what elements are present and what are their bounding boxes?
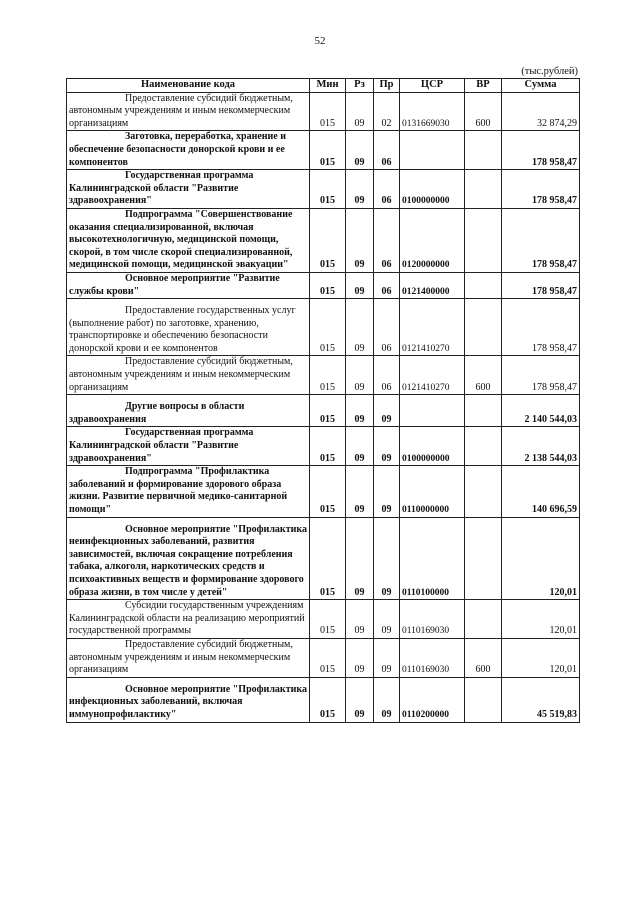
row-rz: 09 [346,208,374,272]
row-min: 015 [310,517,346,600]
row-vr [465,299,502,356]
row-pr: 06 [374,356,400,395]
row-csr: 0110200000 [400,677,465,722]
row-rz: 09 [346,395,374,427]
row-vr [465,466,502,517]
row-vr [465,677,502,722]
row-rz: 09 [346,170,374,209]
header-row [67,79,580,93]
row-vr: 600 [465,638,502,677]
budget-table [66,78,580,723]
row-pr: 09 [374,517,400,600]
row-rz: 09 [346,638,374,677]
row-vr [465,517,502,600]
row-pr: 02 [374,92,400,131]
row-rz: 09 [346,356,374,395]
row-vr [465,395,502,427]
row-csr: 0131669030 [400,92,465,131]
row-min: 015 [310,600,346,639]
row-pr: 09 [374,466,400,517]
row-pr: 09 [374,427,400,466]
row-min: 015 [310,356,346,395]
row-sum: 178 958,47 [502,356,580,395]
row-pr: 06 [374,272,400,298]
table-row [67,272,580,298]
row-name: Предоставление субсидий бюджетным, автономным учреждениям и иным некоммерческим организациям [67,638,310,677]
row-sum: 2 140 544,03 [502,395,580,427]
row-sum: 120,01 [502,600,580,639]
row-sum: 32 874,29 [502,92,580,131]
header-csr: ЦСР [400,79,465,93]
row-pr: 09 [374,677,400,722]
row-csr: 0100000000 [400,427,465,466]
row-vr [465,600,502,639]
row-csr: 0100000000 [400,170,465,209]
row-min: 015 [310,677,346,722]
row-name: Основное мероприятие "Профилактика инфекционных заболеваний, включая иммунопрофилактику" [67,677,310,722]
row-csr: 0121410270 [400,299,465,356]
header-rz: Рз [346,79,374,93]
row-csr: 0120000000 [400,208,465,272]
table-row [67,395,580,427]
row-sum: 178 958,47 [502,272,580,298]
row-name: Государственная программа Калининградской области "Развитие здравоохранения" [67,170,310,209]
units-label: (тыс.рублей) [521,66,578,77]
row-sum: 120,01 [502,517,580,600]
row-sum: 2 138 544,03 [502,427,580,466]
row-min: 015 [310,92,346,131]
row-min: 015 [310,466,346,517]
row-vr [465,170,502,209]
row-pr: 06 [374,131,400,170]
row-min: 015 [310,638,346,677]
row-vr: 600 [465,356,502,395]
header-name: Наименование кода [67,79,310,93]
row-sum: 178 958,47 [502,299,580,356]
row-name: Основное мероприятие "Развитие службы крови" [67,272,310,298]
row-csr: 0121400000 [400,272,465,298]
row-pr: 09 [374,395,400,427]
row-min: 015 [310,427,346,466]
table-row [67,131,580,170]
row-name: Предоставление государственных услуг (выполнение работ) по заготовке, хранению, транспортировке и обеспечению безопасности донорской крови и ее компонентов [67,299,310,356]
row-min: 015 [310,272,346,298]
row-rz: 09 [346,517,374,600]
row-sum: 120,01 [502,638,580,677]
row-csr: 0110000000 [400,466,465,517]
row-rz: 09 [346,299,374,356]
table-row [67,92,580,131]
row-csr: 0110100000 [400,517,465,600]
row-name: Основное мероприятие "Профилактика неинфекционных заболеваний, развития зависимостей, включая сокращение потребления табака, алкоголя, наркотических средств и психоактивных веществ и формирование здорового образа жизни, в том числе у детей" [67,517,310,600]
table-row [67,638,580,677]
row-name: Предоставление субсидий бюджетным, автономным учреждениям и иным некоммерческим организациям [67,92,310,131]
row-rz: 09 [346,466,374,517]
row-sum: 178 958,47 [502,170,580,209]
row-csr: 0110169030 [400,638,465,677]
header-sum: Сумма [502,79,580,93]
row-sum: 140 696,59 [502,466,580,517]
table-row [67,356,580,395]
row-rz: 09 [346,92,374,131]
row-sum: 178 958,47 [502,208,580,272]
table-row [67,600,580,639]
header-min: Мин [310,79,346,93]
row-name: Подпрограмма "Совершенствование оказания специализированной, включая высокотехнологичную, медицинской помощи, скорой, в том числе скорой специализированной, медицинской помощи, медицинской эвакуации" [67,208,310,272]
row-min: 015 [310,395,346,427]
row-name: Субсидии государственным учреждениям Калининградской области на реализацию мероприятий государственной программы [67,600,310,639]
header-pr: Пр [374,79,400,93]
row-pr: 06 [374,299,400,356]
row-vr [465,272,502,298]
row-name: Другие вопросы в области здравоохранения [67,395,310,427]
row-rz: 09 [346,427,374,466]
row-min: 015 [310,299,346,356]
row-name: Заготовка, переработка, хранение и обеспечение безопасности донорской крови и ее компонентов [67,131,310,170]
row-vr [465,427,502,466]
table-row [67,170,580,209]
row-min: 015 [310,208,346,272]
table-row [67,299,580,356]
row-min: 015 [310,131,346,170]
row-csr: 0110169030 [400,600,465,639]
row-name: Государственная программа Калининградской области "Развитие здравоохранения" [67,427,310,466]
row-vr [465,208,502,272]
row-sum: 45 519,83 [502,677,580,722]
table-row [67,677,580,722]
row-name: Предоставление субсидий бюджетным, автономным учреждениям и иным некоммерческим организациям [67,356,310,395]
header-vr: ВР [465,79,502,93]
row-pr: 09 [374,600,400,639]
row-csr [400,131,465,170]
table-row [67,517,580,600]
table-row [67,427,580,466]
row-pr: 09 [374,638,400,677]
row-rz: 09 [346,272,374,298]
row-pr: 06 [374,170,400,209]
row-rz: 09 [346,131,374,170]
row-vr: 600 [465,92,502,131]
row-rz: 09 [346,677,374,722]
table-row [67,466,580,517]
row-rz: 09 [346,600,374,639]
page-number: 52 [314,35,326,47]
table-row [67,208,580,272]
row-pr: 06 [374,208,400,272]
row-vr [465,131,502,170]
row-name: Подпрограмма "Профилактика заболеваний и формирование здорового образа жизни. Развитие первичной медико-санитарной помощи" [67,466,310,517]
row-csr [400,395,465,427]
row-csr: 0121410270 [400,356,465,395]
row-min: 015 [310,170,346,209]
row-sum: 178 958,47 [502,131,580,170]
